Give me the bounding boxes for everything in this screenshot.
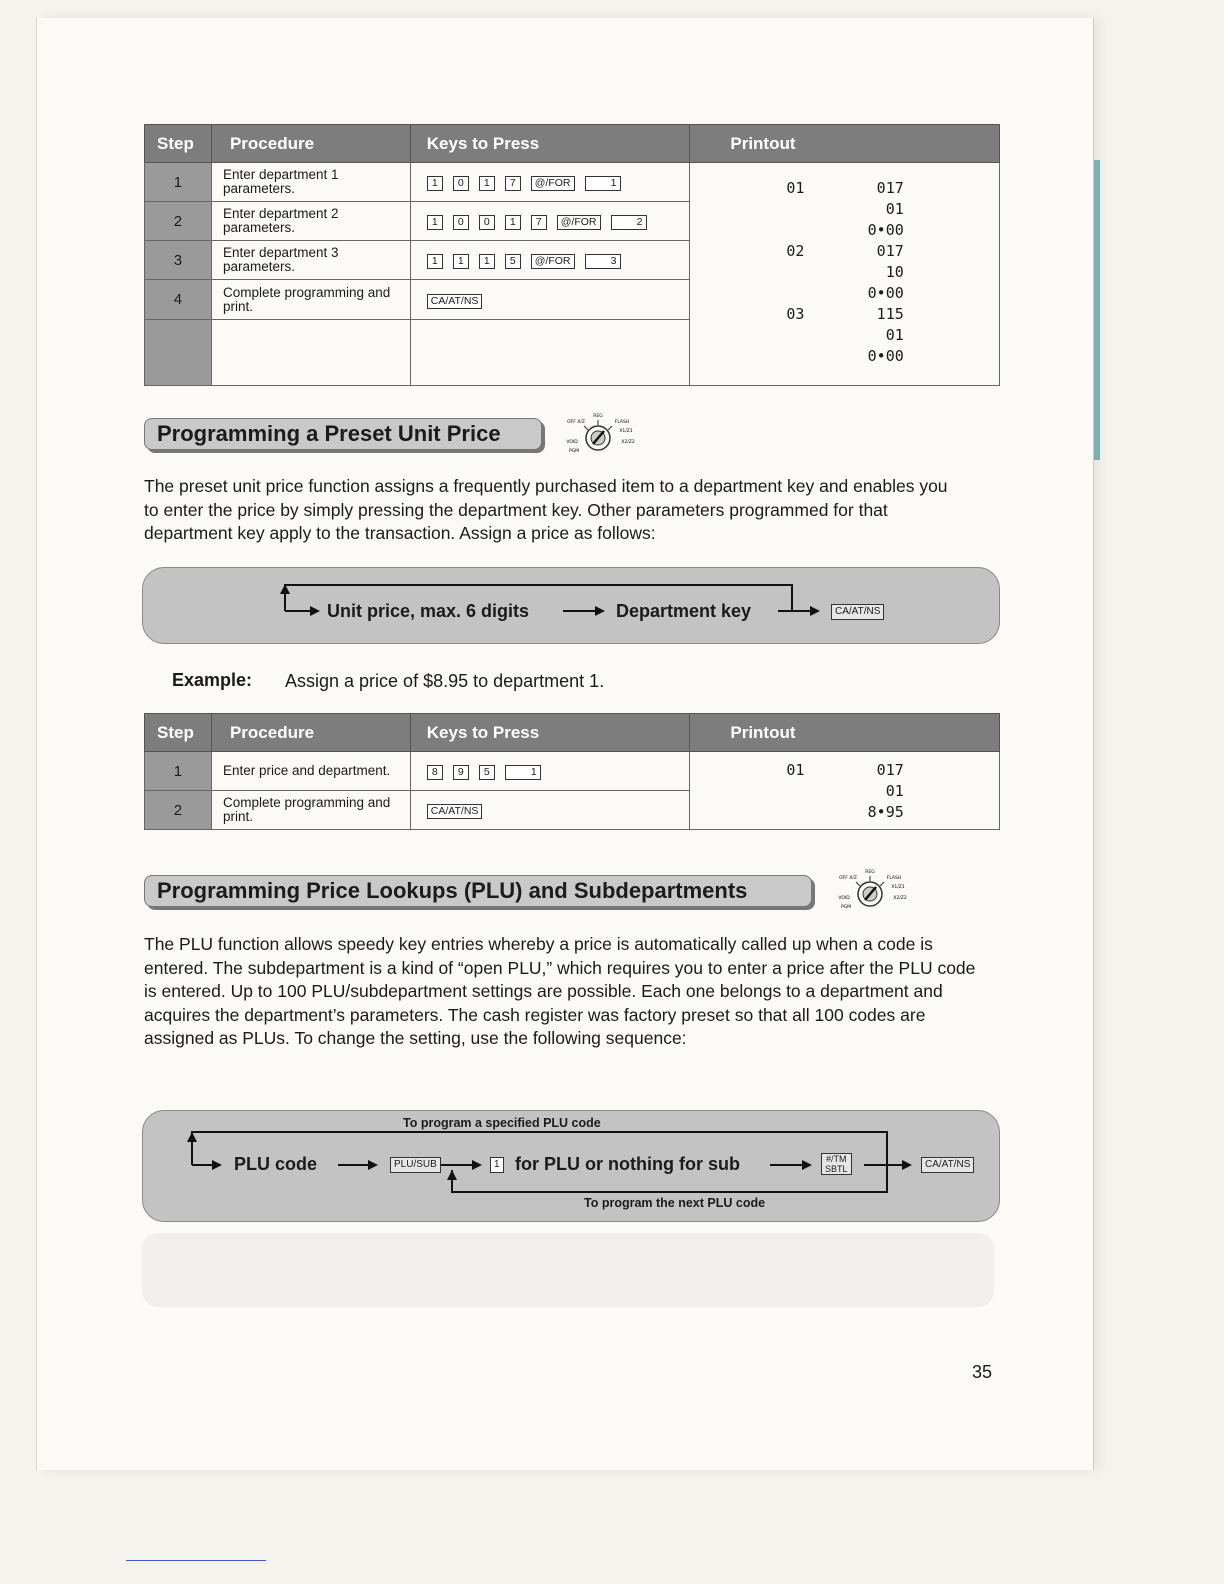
preset-price-steps-table <box>144 713 1000 830</box>
step-number: 2 <box>145 202 212 241</box>
for-key: @/FOR <box>531 176 575 191</box>
ca-at-ns-key: CA/AT/NS <box>427 804 483 819</box>
step-number: 3 <box>145 241 212 280</box>
printout-cell <box>690 752 1000 830</box>
printout-line: 02 017 <box>786 242 904 260</box>
table-row <box>145 752 1000 791</box>
printout-line: 01 <box>786 782 904 800</box>
tm-label: #/TM <box>826 1154 847 1164</box>
mode-switch-icon <box>832 866 912 914</box>
sbtl-label: SBTL <box>825 1164 848 1174</box>
department-key: 3 <box>585 254 621 269</box>
flow-plu-code: PLU code <box>234 1154 318 1174</box>
plu-flow-top-note: To program a specified PLU code <box>403 1116 601 1130</box>
printout-line: 01 017 <box>786 179 904 197</box>
header-printout: Printout <box>690 714 1000 752</box>
printout-line: 0•00 <box>786 284 904 302</box>
key: 5 <box>479 765 495 780</box>
for-key: @/FOR <box>531 254 575 269</box>
header-procedure: Procedure <box>211 125 410 163</box>
header-printout: Printout <box>690 125 1000 163</box>
key: 0 <box>479 215 495 230</box>
page-number: 35 <box>972 1362 993 1382</box>
key: 1 <box>427 176 443 191</box>
mode-label: PGM <box>568 449 580 454</box>
keys-cell <box>410 163 690 202</box>
keys-cell <box>410 202 690 241</box>
procedure-text: Complete programming and print. <box>211 280 410 320</box>
mode-label: PGM <box>840 905 852 910</box>
key: 1 <box>427 254 443 269</box>
plu-paragraph: The PLU function allows speedy key entries whereby a price is automatically called up when a code is entered. The subdepartment is a kind of “open PLU,” which requires you to enter a price after the PLU code is entered. Up to 100 PLU/subdepartment settings are possible. Each one belongs to a department and acquires the department’s parameters. The cash register was factory preset so that all 100 codes are assigned as PLUs. To change the setting, use the following sequence: <box>144 934 976 1048</box>
procedure-text: Enter department 3 parameters. <box>211 241 410 280</box>
mode-label: OFF X/Z <box>839 876 857 881</box>
mode-label: VOID <box>838 896 850 901</box>
mode-label: X1/Z1 <box>619 429 633 434</box>
printout-line: 01 <box>786 200 904 218</box>
key: 1 <box>479 176 495 191</box>
key: 1 <box>427 215 443 230</box>
table-header-row <box>145 714 1000 752</box>
keys-cell <box>410 752 690 791</box>
procedure-text: Complete programming and print. <box>211 791 410 830</box>
step-number: 2 <box>145 791 212 830</box>
preset-paragraph: The preset unit price function assigns a frequently purchased item to a department key and enables you to enter the price by simply pressing the department key. Other parameters programmed for that department key apply to the transaction. Assign a price as follows: <box>144 476 948 543</box>
printout-line: 10 <box>786 263 904 281</box>
printout-line: 0•00 <box>786 347 904 365</box>
keys-cell <box>410 280 690 320</box>
printout-cell <box>690 163 1000 386</box>
flow-for-plu: for PLU or nothing for sub <box>515 1154 740 1174</box>
key: 7 <box>531 215 547 230</box>
flow-department-key: Department key <box>616 601 752 621</box>
example-label: Example: <box>172 670 253 690</box>
step-number: 1 <box>145 752 212 791</box>
step-number: 1 <box>145 163 212 202</box>
mode-label: VOID <box>566 440 578 445</box>
section-heading-preset: Programming a Preset Unit Price <box>144 418 542 450</box>
key: 8 <box>427 765 443 780</box>
underline-mark <box>126 1560 266 1561</box>
header-procedure: Procedure <box>211 714 410 752</box>
plu-flow-bottom-note: To program the next PLU code <box>584 1196 766 1210</box>
mode-label: X2/Z2 <box>893 896 907 901</box>
key: 5 <box>505 254 521 269</box>
mode-label: X1/Z1 <box>891 885 905 890</box>
mode-label: REG <box>865 870 875 875</box>
ca-at-ns-key: CA/AT/NS <box>427 294 483 309</box>
mode-label: OFF X/Z <box>567 420 585 425</box>
printout-line: 01 <box>786 326 904 344</box>
flow-unit-price: Unit price, max. 6 digits <box>327 601 530 621</box>
table-row <box>145 163 1000 202</box>
ca-at-ns-key: CA/AT/NS <box>831 604 884 620</box>
department-key: 2 <box>611 215 647 230</box>
plu-sub-key: PLU/SUB <box>390 1157 441 1173</box>
section-heading-plu: Programming Price Lookups (PLU) and Subdepartments <box>144 875 812 907</box>
key: 7 <box>505 176 521 191</box>
key: 1 <box>479 254 495 269</box>
printout-line: 0•00 <box>786 221 904 239</box>
key: 0 <box>453 215 469 230</box>
key: 9 <box>453 765 469 780</box>
example-text: Assign a price of $8.95 to department 1. <box>285 671 605 691</box>
for-key: @/FOR <box>557 215 601 230</box>
header-keys: Keys to Press <box>410 125 690 163</box>
keys-cell <box>410 241 690 280</box>
mode-label: FLASH <box>614 420 630 425</box>
header-keys: Keys to Press <box>410 714 690 752</box>
department-key: 1 <box>505 765 541 780</box>
mode-label: X2/Z2 <box>621 440 635 445</box>
table-header-row <box>145 125 1000 163</box>
procedure-text: Enter department 1 parameters. <box>211 163 410 202</box>
tm-sbtl-key <box>821 1153 852 1175</box>
key: 1 <box>505 215 521 230</box>
key: 0 <box>453 176 469 191</box>
page-edge-tab <box>1094 160 1100 460</box>
department-key: 1 <box>585 176 621 191</box>
procedure-text: Enter price and department. <box>211 752 410 791</box>
mode-label: REG <box>593 414 603 419</box>
step-number: 4 <box>145 280 212 320</box>
header-step: Step <box>145 714 212 752</box>
header-step: Step <box>145 125 212 163</box>
mode-label: FLASH <box>886 876 902 881</box>
printout-line: 01 017 <box>786 761 904 779</box>
ca-at-ns-key: CA/AT/NS <box>921 1157 974 1173</box>
printout-line: 03 115 <box>786 305 904 323</box>
printout-line: 8•95 <box>786 803 904 821</box>
key: 1 <box>453 254 469 269</box>
mode-switch-icon <box>560 410 640 458</box>
department-steps-table <box>144 124 1000 386</box>
bleed-through-shape <box>142 1233 994 1307</box>
key-one: 1 <box>490 1157 504 1173</box>
keys-cell <box>410 791 690 830</box>
procedure-text: Enter department 2 parameters. <box>211 202 410 241</box>
